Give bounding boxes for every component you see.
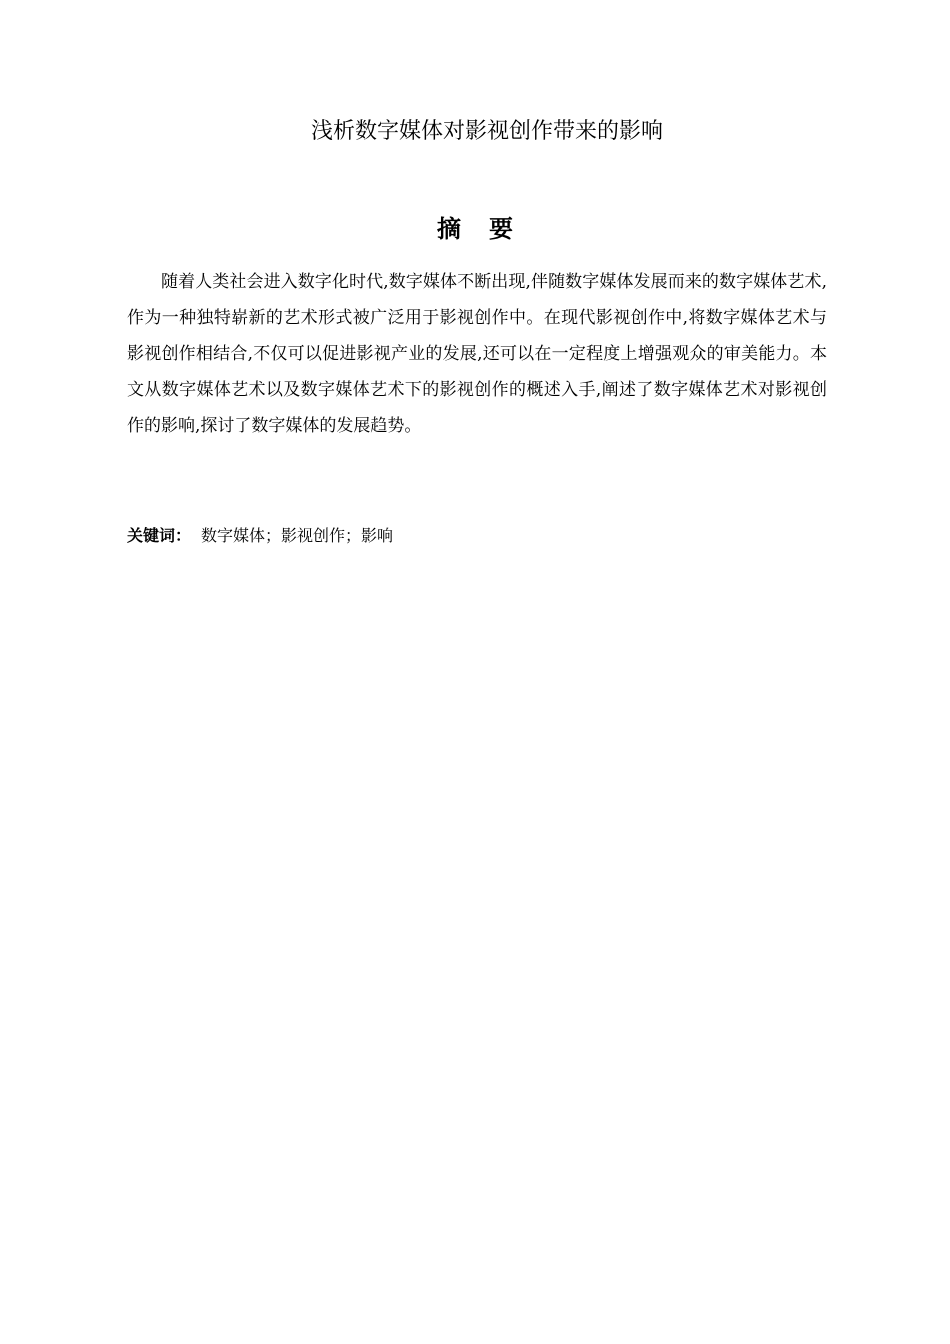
keywords-label: 关键词： bbox=[127, 526, 192, 545]
document-title: 浅析数字媒体对影视创作带来的影响 bbox=[310, 119, 663, 144]
abstract-paragraph: 随着人类社会进入数字化时代,数字媒体不断出现,伴随数字媒体发展而来的数字媒体艺术,作为一种独特崭新的艺术形式被广泛用于影视创作中。在现代影视创作中,将数字媒体艺术与影视创作相结合,不仅可以促进影视产业的发展,还可以在一定程度上增强观众的审美能力。本文从数字媒体艺术以及数字媒体艺术下的影视创作的概述入手,阐述了数字媒体艺术对影视创作的影响,探讨了数字媒体的发展趋势。 bbox=[127, 272, 827, 436]
keywords-line bbox=[127, 520, 827, 552]
keywords-value: 数字媒体；影视创作；影响 bbox=[201, 526, 394, 545]
abstract-heading: 摘要 bbox=[437, 215, 541, 243]
